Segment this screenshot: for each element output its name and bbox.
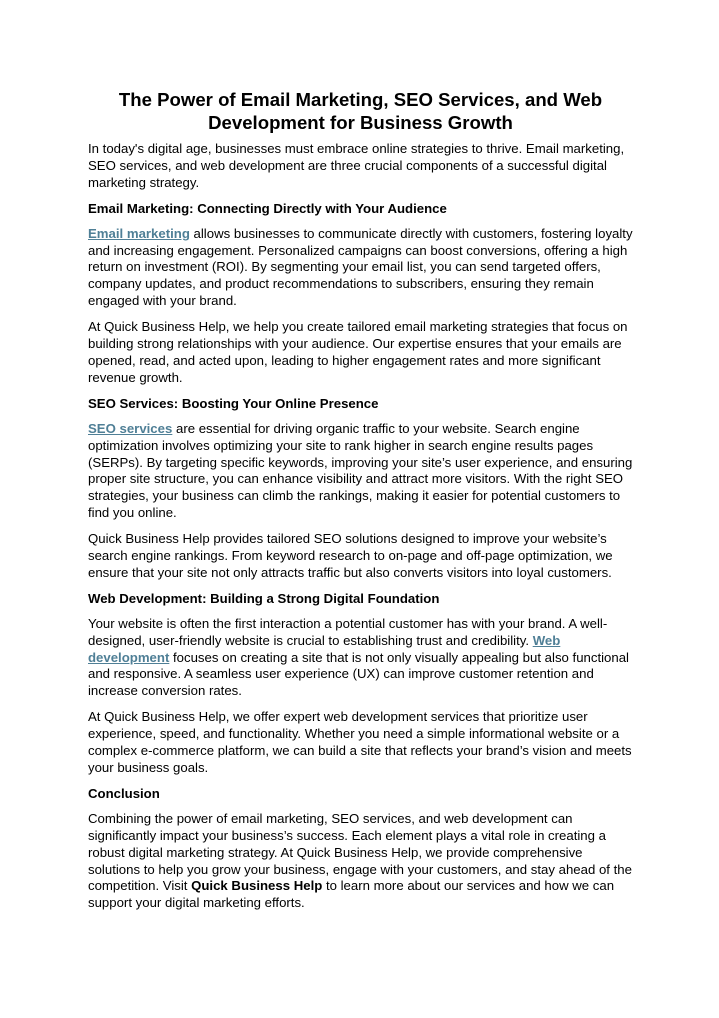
web-development-heading: Web Development: Building a Strong Digital Foundation — [88, 590, 440, 606]
web-development-paragraph-1 — [88, 616, 633, 701]
web-development-paragraph-2: At Quick Business Help, we offer expert web development services that prioritize user experience, speed, and functionality. Whether you need a simple informational website or a complex e-commerce platform, we can build a site that reflects your brand’s vision and meets your business goals. — [88, 709, 632, 775]
email-marketing-paragraph-1 — [88, 226, 633, 311]
seo-services-heading: SEO Services: Boosting Your Online Presence — [88, 395, 379, 411]
web-development-paragraph-1-end: focuses on creating a site that is not only visually appealing but also functional and responsive. A seamless user experience (UX) can improve customer retention and increase conversion rates. — [88, 649, 629, 699]
web-development-link[interactable]: Web development — [88, 632, 561, 665]
conclusion-heading: Conclusion — [88, 785, 160, 801]
page-title: The Power of Email Marketing, SEO Services, and Web Development for Business Growth — [118, 89, 603, 133]
email-marketing-heading: Email Marketing: Connecting Directly with Your Audience — [88, 200, 447, 216]
intro-paragraph: In today's digital age, businesses must embrace online strategies to thrive. Email marketing, SEO services, and web development are three crucial components of a successful digital marketing strategy. — [88, 141, 625, 190]
seo-services-paragraph-1 — [88, 421, 633, 522]
email-marketing-paragraph-2: At Quick Business Help, we help you create tailored email marketing strategies that focus on building strong relationships with your audience. Our expertise ensures that your emails are opened, read, and acted upon, leading to higher engagement rates and more significant revenue growth. — [88, 319, 628, 385]
seo-services-link[interactable]: SEO services — [88, 420, 173, 436]
seo-services-paragraph-2: Quick Business Help provides tailored SEO solutions designed to improve your website’s search engine rankings. From keyword research to on-page and off-page optimization, we ensure that your site not only attracts traffic but also converts visitors into loyal customers. — [88, 531, 613, 580]
seo-services-paragraph-1-text: are essential for driving organic traffic to your website. Search engine optimization involves optimizing your site to rank higher in search engine results pages (SERPs). By targeting specific keywords, improving your site’s user experience, and ensuring proper site structure, you can enhance visibility and attract more visitors. With the right SEO strategies, your business can climb the rankings, making it easier for potential customers to find you online. — [88, 420, 633, 521]
email-marketing-link[interactable]: Email marketing — [88, 225, 190, 241]
conclusion-paragraph-end: to learn more about our services and how we can support your digital marketing efforts. — [88, 878, 615, 911]
web-development-paragraph-1-start: Your website is often the first interaction a potential customer has with your brand. A well-designed, user-friendly website is crucial to establishing trust and credibility. — [88, 615, 608, 648]
email-marketing-paragraph-1-text: allows businesses to communicate directly with customers, fostering loyalty and increasing engagement. Personalized campaigns can boost conversions, offering a high return on investment (ROI). By segmenting your email list, you can send targeted offers, company updates, and product recommendations to subscribers, ensuring they remain engaged with your brand. — [88, 225, 633, 309]
conclusion-paragraph — [88, 811, 633, 912]
quick-business-help-bold: Quick Business Help — [191, 878, 323, 894]
conclusion-paragraph-start: Combining the power of email marketing, SEO services, and web development can significantly impact your business’s success. Each element plays a vital role in creating a robust digital marketing strategy. At Quick Business Help, we provide comprehensive solutions to help you grow your business, engage with your customers, and stay ahead of the competition. Visit — [88, 810, 632, 894]
